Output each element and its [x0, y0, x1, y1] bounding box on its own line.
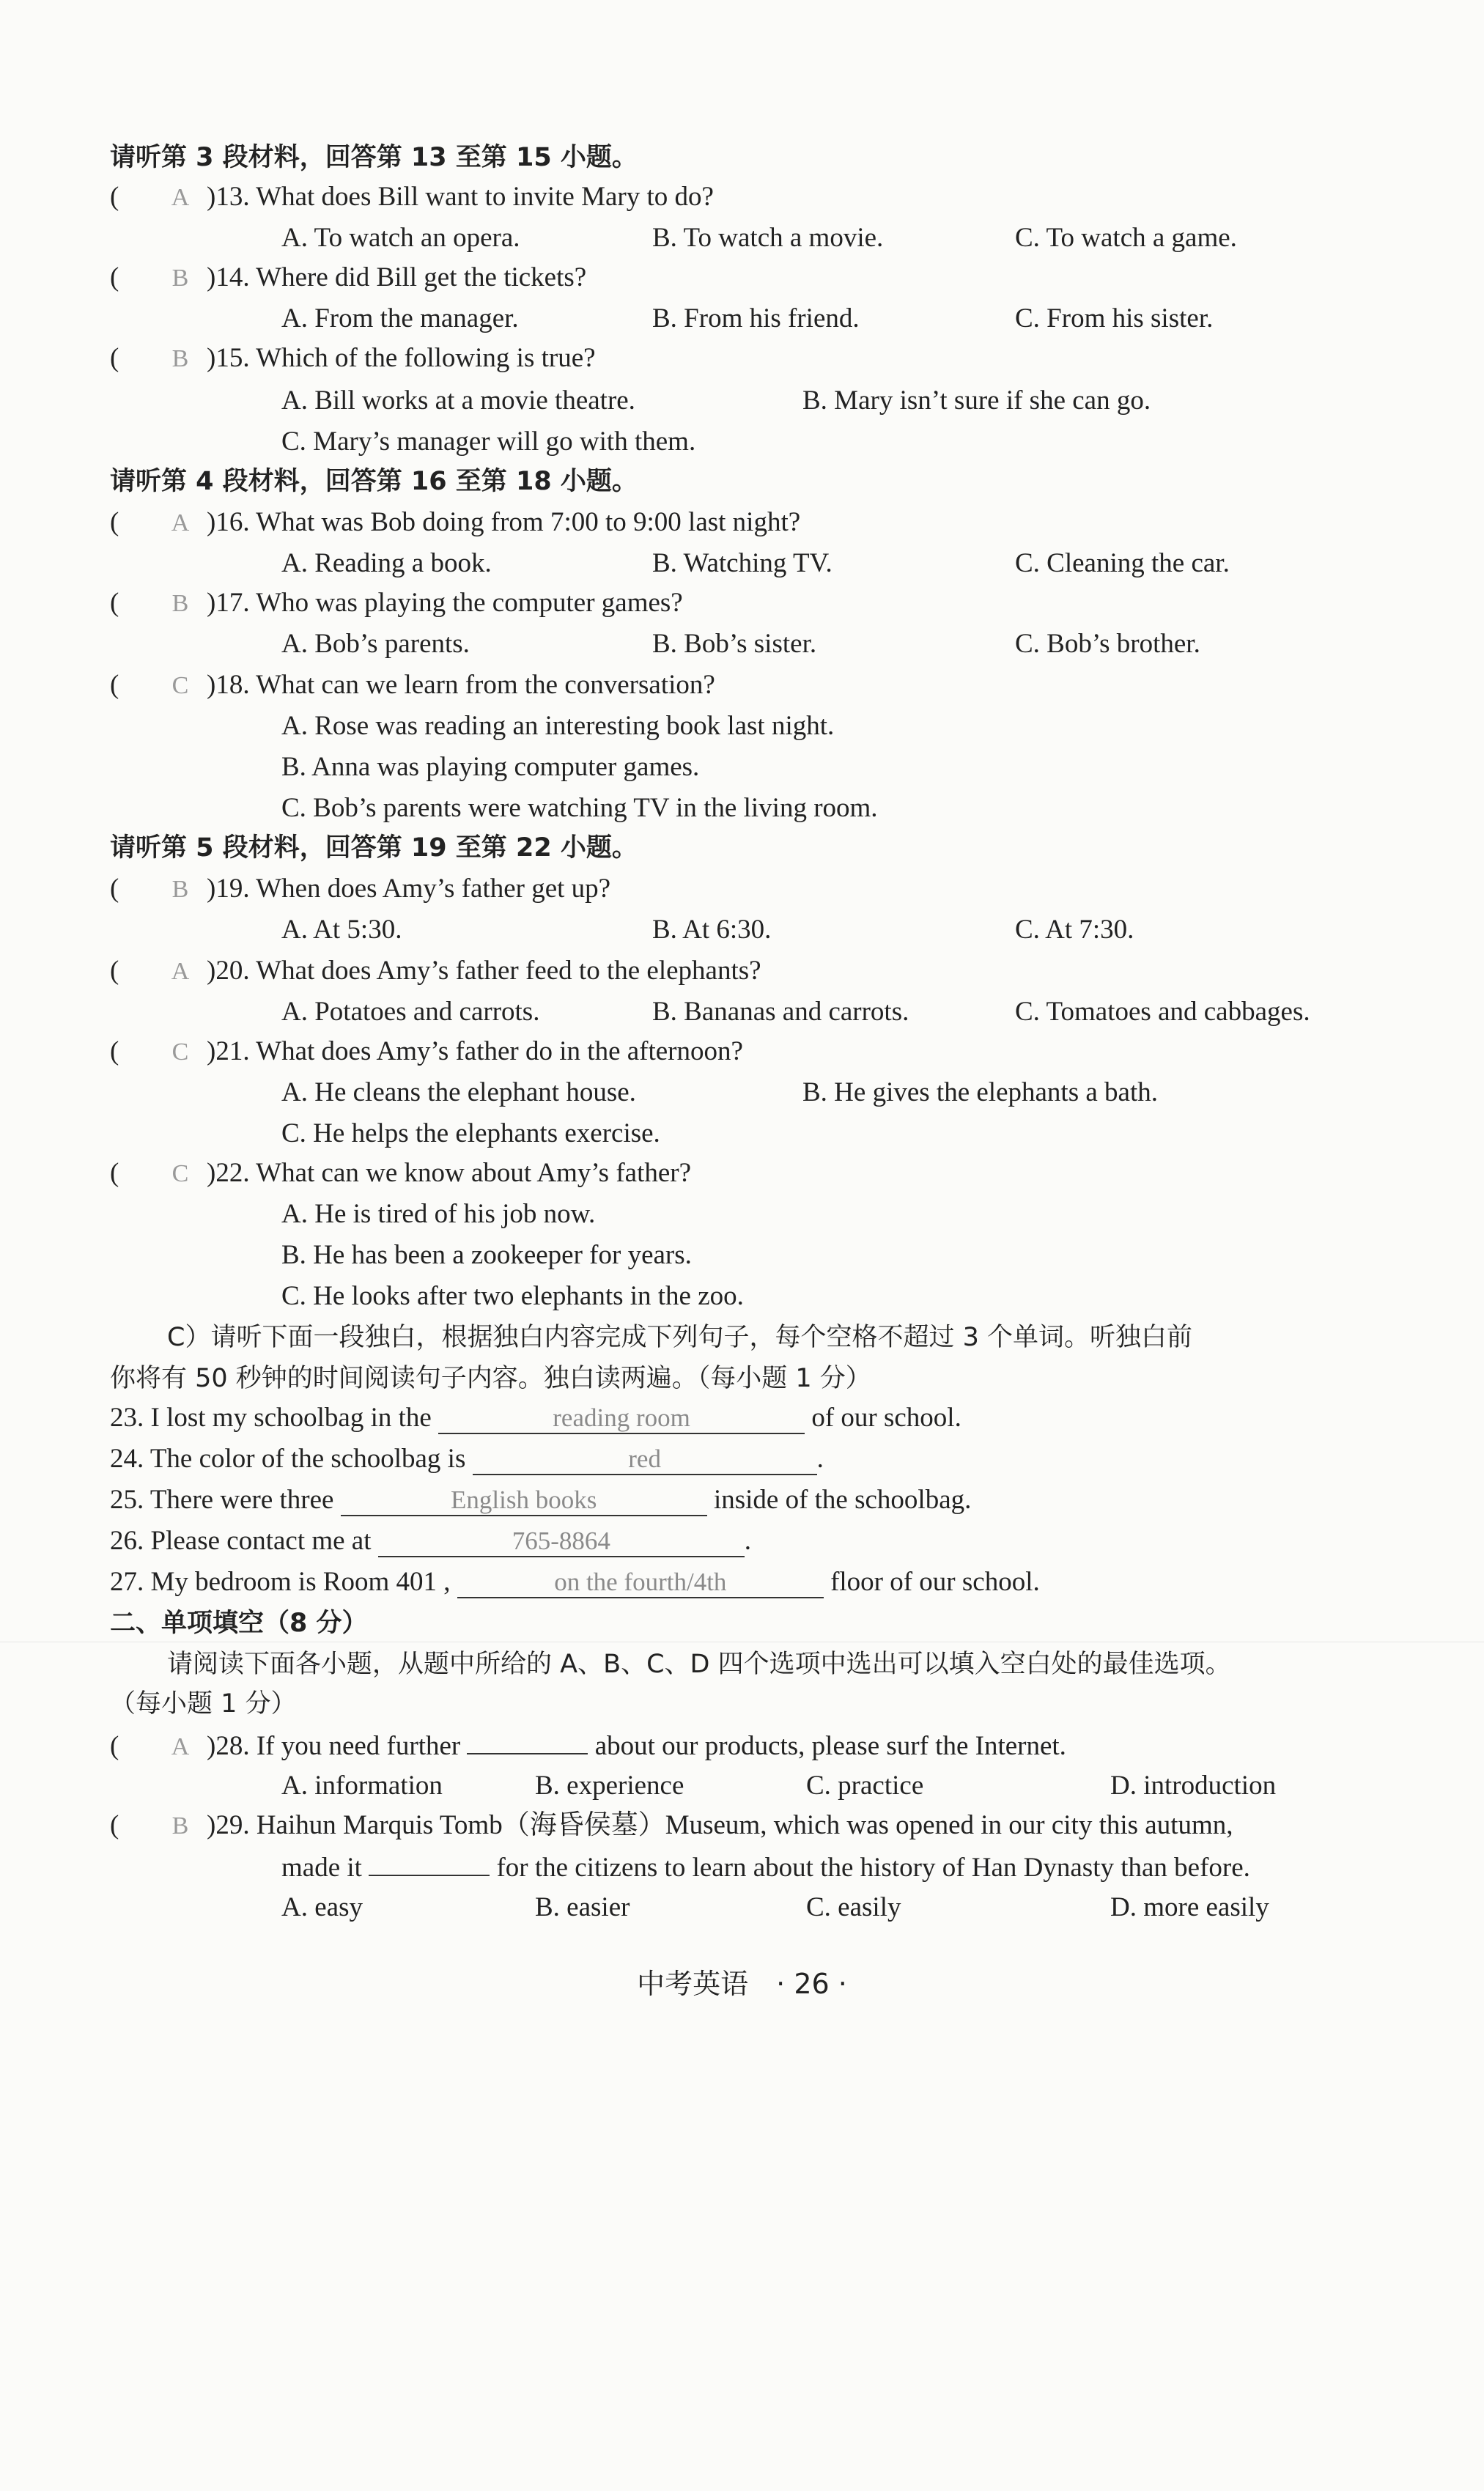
q15-option-c: C. Mary’s manager will go with them. [281, 427, 696, 457]
part-c-instruction-line-1: C）请听下面一段独白，根据独白内容完成下列句子，每个空格不超过 3 个单词。听独白前 [167, 1323, 1192, 1352]
q24-text-after: . [816, 1444, 824, 1474]
q23-text-before: 23. I lost my schoolbag in the [110, 1403, 432, 1433]
q13-option-a: A. To watch an opera. [281, 223, 520, 253]
q29-option-b: B. easier [535, 1892, 630, 1922]
question-28-text-before: )28. If you need further [207, 1731, 461, 1761]
answer-16: A [171, 509, 190, 536]
q26-answer-blank: 765-8864 [378, 1527, 745, 1557]
q19-option-a: A. At 5:30. [281, 915, 402, 945]
answer-19: B [171, 876, 189, 903]
q29-blank [369, 1850, 490, 1876]
q22-option-a: A. He is tired of his job now. [281, 1199, 596, 1229]
q25-text-after: inside of the schoolbag. [713, 1485, 972, 1515]
question-22-text: )22. What can we know about Amy’s father? [207, 1158, 692, 1188]
q14-option-a: A. From the manager. [281, 303, 519, 333]
question-29-text2-before: made it [281, 1853, 362, 1883]
question-18-text: )18. What can we learn from the conversation? [207, 670, 715, 700]
q13-option-b: B. To watch a movie. [652, 223, 884, 253]
q18-option-c: C. Bob’s parents were watching TV in the living room. [281, 793, 878, 823]
q28-option-c: C. practice [806, 1771, 924, 1801]
q21-option-b: B. He gives the elephants a bath. [802, 1077, 1158, 1107]
q24-text-before: 24. The color of the schoolbag is [110, 1444, 466, 1474]
question-16-text: )16. What was Bob doing from 7:00 to 9:00 last night? [207, 507, 801, 537]
open-paren: ( [110, 262, 119, 292]
answer-13: A [171, 184, 190, 211]
open-paren: ( [110, 182, 119, 212]
question-18 [110, 668, 715, 703]
q27-text-before: 27. My bedroom is Room 401 , [110, 1567, 451, 1597]
answer-20: A [171, 958, 190, 985]
part-2-instruction-line-1: 请阅读下面各小题，从题中所给的 A、B、C、D 四个选项中选出可以填入空白处的最佳选项。 [167, 1650, 1231, 1679]
question-14 [110, 261, 586, 295]
q16-option-a: A. Reading a book. [281, 548, 492, 578]
question-29-text2-after: for the citizens to learn about the history of Han Dynasty than before. [496, 1853, 1250, 1883]
part-c-instruction-line-2: 你将有 50 秒钟的时间阅读句子内容。独白读两遍。（每小题 1 分） [110, 1364, 871, 1393]
open-paren: ( [110, 1036, 119, 1066]
q13-option-c: C. To watch a game. [1015, 223, 1237, 253]
question-22 [110, 1156, 691, 1191]
q29-option-a: A. easy [281, 1892, 363, 1922]
question-28 [110, 1728, 1066, 1764]
answer-28: A [171, 1733, 190, 1760]
q27-text-after: floor of our school. [830, 1567, 1040, 1597]
open-paren: ( [110, 343, 119, 373]
q16-option-b: B. Watching TV. [652, 548, 833, 578]
q20-option-b: B. Bananas and carrots. [652, 997, 909, 1027]
q17-option-b: B. Bob’s sister. [652, 629, 817, 659]
open-paren: ( [110, 588, 119, 618]
section-4-heading: 请听第 4 段材料，回答第 16 至第 18 小题。 [110, 467, 638, 496]
question-17-text: )17. Who was playing the computer games? [207, 588, 683, 618]
part-2-heading: 二、单项填空（8 分） [110, 1609, 368, 1638]
q20-option-a: A. Potatoes and carrots. [281, 997, 540, 1027]
q26-text-before: 26. Please contact me at [110, 1526, 372, 1556]
q15-option-b: B. Mary isn’t sure if she can go. [802, 385, 1151, 416]
question-20 [110, 954, 761, 989]
q28-option-d: D. introduction [1110, 1771, 1277, 1801]
open-paren: ( [110, 956, 119, 986]
question-13-text: )13. What does Bill want to invite Mary to do? [207, 182, 714, 212]
question-15-text: )15. Which of the following is true? [207, 343, 596, 373]
question-19 [110, 872, 610, 907]
fill-question-23 [110, 1401, 961, 1435]
question-14-text: )14. Where did Bill get the tickets? [207, 262, 587, 292]
fill-question-26 [110, 1524, 751, 1558]
question-13 [110, 180, 714, 215]
q14-option-c: C. From his sister. [1015, 303, 1214, 333]
question-20-text: )20. What does Amy’s father feed to the elephants? [207, 956, 761, 986]
question-28-text-after: about our products, please surf the Internet. [594, 1731, 1066, 1761]
section-3-heading: 请听第 3 段材料，回答第 13 至第 15 小题。 [110, 143, 638, 172]
q24-answer-blank: red [473, 1444, 817, 1475]
question-16 [110, 506, 800, 540]
fill-question-25 [110, 1483, 971, 1517]
q29-option-d: D. more easily [1110, 1892, 1269, 1922]
q23-text-after: of our school. [811, 1403, 961, 1433]
answer-17: B [171, 590, 189, 617]
answer-21: C [171, 1038, 189, 1066]
open-paren: ( [110, 1731, 119, 1761]
fill-question-24 [110, 1442, 824, 1476]
question-15 [110, 342, 596, 376]
q18-option-a: A. Rose was reading an interesting book last night. [281, 711, 835, 741]
q21-option-a: A. He cleans the elephant house. [281, 1077, 636, 1107]
q25-text-before: 25. There were three [110, 1485, 334, 1515]
q27-answer-blank: on the fourth/4th [457, 1568, 824, 1598]
answer-18: C [171, 672, 189, 699]
question-29-line-2 [281, 1850, 1250, 1885]
answer-29: B [171, 1812, 189, 1839]
question-19-text: )19. When does Amy’s father get up? [207, 874, 611, 904]
answer-15: B [171, 345, 189, 372]
q28-blank [467, 1728, 588, 1754]
q16-option-c: C. Cleaning the car. [1015, 548, 1230, 578]
answer-14: B [171, 265, 189, 292]
answer-22: C [171, 1160, 189, 1187]
open-paren: ( [110, 1810, 119, 1840]
q18-option-b: B. Anna was playing computer games. [281, 752, 700, 782]
section-5-heading: 请听第 5 段材料，回答第 19 至第 22 小题。 [110, 833, 638, 863]
question-21-text: )21. What does Amy’s father do in the afternoon? [207, 1036, 743, 1066]
open-paren: ( [110, 670, 119, 700]
fill-question-27 [110, 1565, 1040, 1599]
question-17 [110, 586, 683, 621]
q22-option-b: B. He has been a zookeeper for years. [281, 1240, 692, 1270]
q17-option-c: C. Bob’s brother. [1015, 629, 1200, 659]
q28-option-a: A. information [281, 1771, 443, 1801]
q15-option-a: A. Bill works at a movie theatre. [281, 385, 635, 416]
q23-answer-blank: reading room [438, 1403, 805, 1434]
question-29 [110, 1809, 1233, 1843]
q19-option-c: C. At 7:30. [1015, 915, 1134, 945]
part-2-instruction-line-2: （每小题 1 分） [110, 1689, 297, 1719]
q19-option-b: B. At 6:30. [652, 915, 772, 945]
question-29-text: )29. Haihun Marquis Tomb（海昏侯墓）Museum, which was opened in our city this autumn, [207, 1810, 1233, 1840]
q25-answer-blank: English books [341, 1486, 707, 1516]
q20-option-c: C. Tomatoes and cabbages. [1015, 997, 1310, 1027]
q21-option-c: C. He helps the elephants exercise. [281, 1118, 660, 1148]
open-paren: ( [110, 1158, 119, 1188]
q26-text-after: . [744, 1526, 752, 1556]
open-paren: ( [110, 874, 119, 904]
page-footer: 中考英语 · 26 · [637, 1968, 847, 2000]
q22-option-c: C. He looks after two elephants in the zoo. [281, 1281, 744, 1311]
q17-option-a: A. Bob’s parents. [281, 629, 470, 659]
question-21 [110, 1035, 743, 1069]
q28-option-b: B. experience [535, 1771, 684, 1801]
q14-option-b: B. From his friend. [652, 303, 860, 333]
q29-option-c: C. easily [806, 1892, 901, 1922]
open-paren: ( [110, 507, 119, 537]
